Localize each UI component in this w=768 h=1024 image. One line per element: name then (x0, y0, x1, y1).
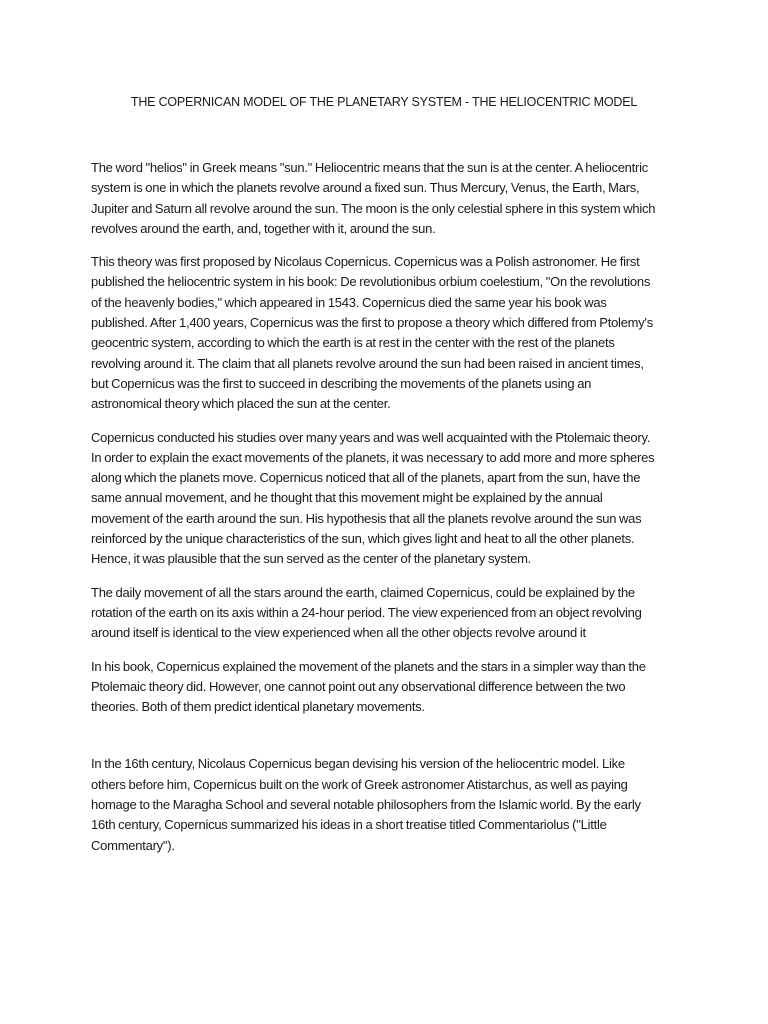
paragraph-daily-movement (91, 583, 691, 644)
paragraph-book-explanation (91, 657, 691, 718)
paragraph-copernicus-studies (91, 428, 691, 570)
paragraph-heliocentric-definition (91, 158, 691, 239)
text-line: astronomical theory which placed the sun at the center. (91, 396, 391, 412)
text-line: revolving around it. The claim that all planets revolve around the sun had been raised in ancient times, (91, 355, 644, 371)
document-title: THE COPERNICAN MODEL OF THE PLANETARY SYSTEM - THE HELIOCENTRIC MODEL (130, 95, 638, 109)
text-line: 16th century, Copernicus summarized his ideas in a short treatise titled Commentariolus ("Little (91, 817, 607, 833)
text-line: Copernicus conducted his studies over many years and was well acquainted with the Ptolemaic theory. (91, 429, 651, 445)
text-line: rotation of the earth on its axis within a 24-hour period. The view experienced from an object revolving (91, 604, 642, 620)
text-line: Ptolemaic theory did. However, one cannot point out any observational difference between the two (91, 678, 626, 694)
text-line: of the heavenly bodies," which appeared in 1543. Copernicus died the same year his book was (91, 294, 607, 310)
text-line: This theory was first proposed by Nicolaus Copernicus. Copernicus was a Polish astronomer. He first (91, 254, 640, 270)
text-line: geocentric system, according to which the earth is at rest in the center with the rest of the planets (91, 335, 615, 351)
text-line: reinforced by the unique characteristics of the sun, which gives light and heat to all the other planets. (91, 531, 635, 547)
text-line: revolves around the earth, and, together with it, around the sun. (91, 220, 436, 236)
text-line: others before him, Copernicus built on the work of Greek astronomer Atistarchus, as well as paying (91, 776, 628, 792)
text-line: The word "helios" in Greek means "sun." Heliocentric means that the sun is at the center. A heliocentric (91, 160, 648, 175)
text-line: along which the planets move. Copernicus noticed that all of the planets, apart from the sun, have the (91, 470, 641, 486)
paragraph-sixteenth-century (91, 754, 691, 855)
text-line: The daily movement of all the stars around the earth, claimed Copernicus, could be explained by the (91, 584, 635, 600)
text-line: In order to explain the exact movements of the planets, it was necessary to add more and more spheres (91, 449, 655, 465)
text-line: In his book, Copernicus explained the movement of the planets and the stars in a simpler way than the (91, 658, 646, 674)
text-line: Commentary"). (91, 837, 175, 853)
text-line: Jupiter and Saturn all revolve around the sun. The moon is the only celestial sphere in this system which (91, 200, 656, 216)
document-body (91, 158, 691, 869)
text-line: In the 16th century, Nicolaus Copernicus began devising his version of the heliocentric model. Like (91, 756, 625, 772)
text-line: theories. Both of them predict identical planetary movements. (91, 699, 425, 715)
text-line: Hence, it was plausible that the sun served as the center of the planetary system. (91, 551, 532, 567)
text-line: published. After 1,400 years, Copernicus was the first to propose a theory which differed from Ptolemy's (91, 315, 653, 331)
text-line: system is one in which the planets revolve around a fixed sun. Thus Mercury, Venus, the Earth, Mars, (91, 180, 640, 196)
text-line: movement of the earth around the sun. His hypothesis that all the planets revolve around the sun was (91, 510, 642, 526)
text-line: around itself is identical to the view experienced when all the other objects revolve around it (91, 625, 586, 641)
text-line: homage to the Maragha School and several notable philosophers from the Islamic world. By the early (91, 797, 641, 813)
text-line: but Copernicus was the first to succeed in describing the movements of the planets using an (91, 375, 592, 391)
text-line: published the heliocentric system in his book: De revolutionibus orbium coelestium, "On the revolutions (91, 274, 651, 290)
paragraph-copernicus-proposal (91, 252, 691, 414)
text-line: same annual movement, and he thought that this movement might be explained by the annual (91, 490, 603, 506)
